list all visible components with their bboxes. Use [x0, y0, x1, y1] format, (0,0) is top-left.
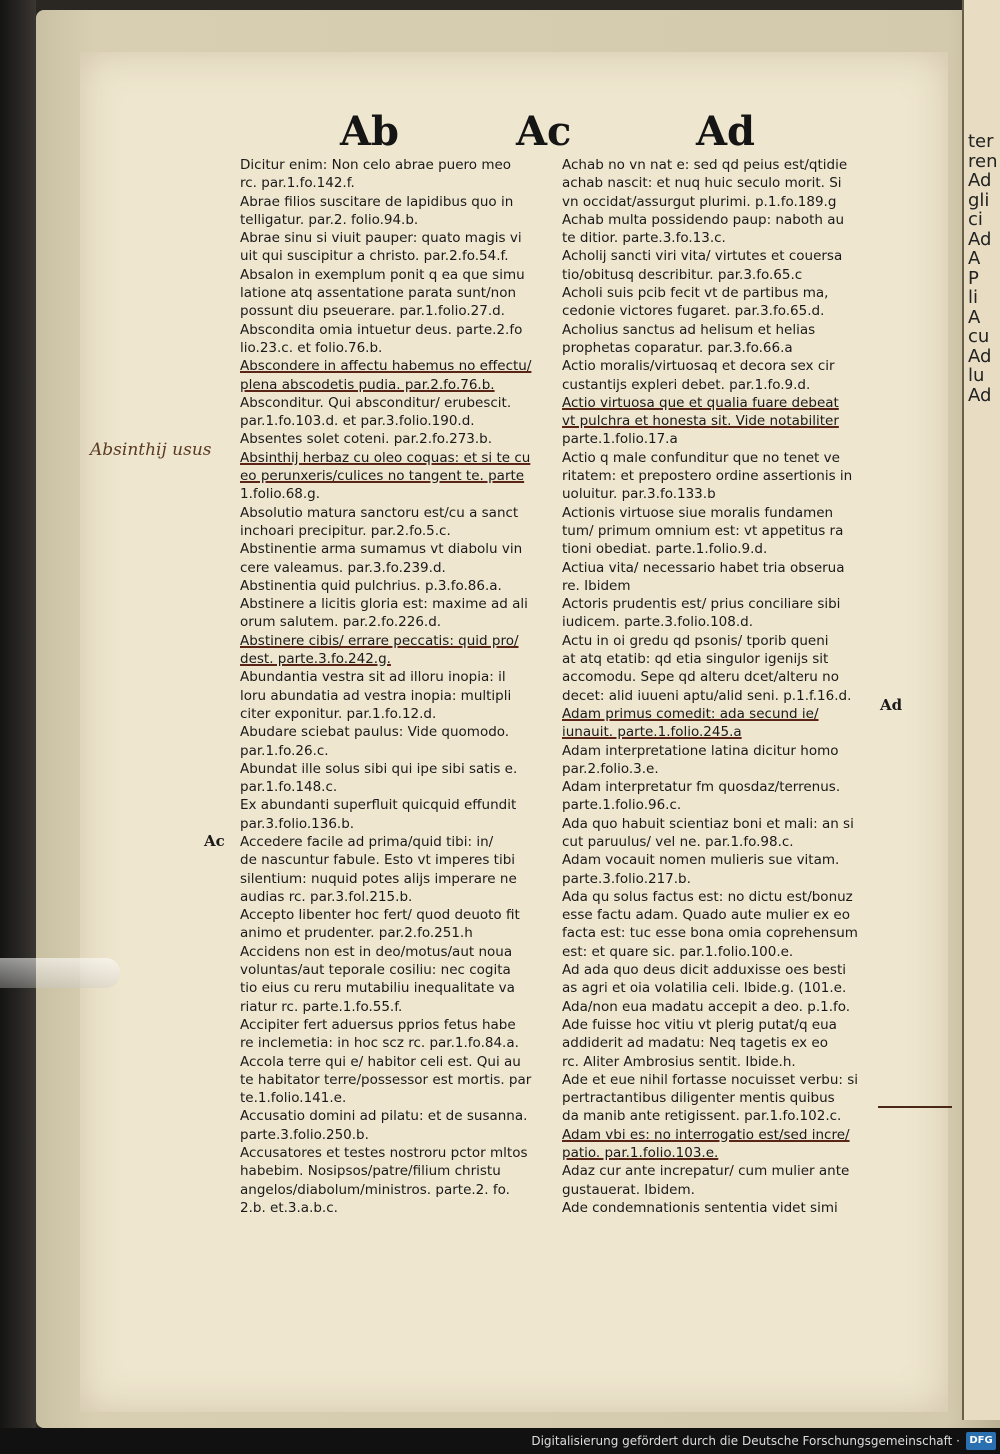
left-column-line: parte.3.folio.250.b. [240, 1126, 369, 1143]
left-column-line: habebim. Nosipsos/patre/filium christu [240, 1163, 501, 1180]
right-column-line: Ad ada quo deus dicit adduxisse oes besti [562, 962, 846, 979]
right-column-line: at atq etatib: qd etia singulor igenijs sit [562, 651, 829, 668]
left-column-line: Abstinere a licitis gloria est: maxime ad ali [240, 596, 528, 613]
right-column-line: prophetas coparatur. par.3.fo.66.a [562, 339, 793, 356]
right-column-line: est: et quare sic. par.1.folio.100.e. [562, 943, 794, 960]
right-column-line: iunauit. parte.1.folio.245.a [562, 724, 742, 741]
right-column-line: Ada qu solus factus est: no dictu est/bonuz [562, 888, 853, 905]
right-column-line: Ada quo habuit scientiaz boni et mali: an si [562, 815, 854, 832]
next-page-fragment: Ad [968, 228, 992, 250]
right-column-line: pertractantibus diligenter mentis quibus [562, 1090, 835, 1107]
right-column-line: custantijs expleri debet. par.1.fo.9.d. [562, 376, 811, 393]
right-column-line: accomodu. Sepe qd alteru dcet/alteru no [562, 669, 839, 686]
right-column-line: iudicem. parte.3.folio.108.d. [562, 614, 753, 631]
right-column-line: Achab multa possidendo paup: naboth au [562, 211, 845, 228]
right-column-line: Actionis virtuose siue moralis fundamen [562, 504, 834, 521]
right-column-line: Adam interpretatione latina dicitur homo [562, 742, 839, 759]
left-column-line: 1.folio.68.g. [240, 486, 321, 503]
right-column-line: da manib ante retigissent. par.1.fo.102.c. [562, 1108, 842, 1125]
footer-bar [0, 1428, 1000, 1454]
left-column-line: Absconditur. Qui absconditur/ erubescit. [240, 394, 512, 411]
right-column-line: vn occidat/assurgut plurimi. p.1.fo.189.g [562, 193, 837, 210]
heading-ac: Ac [516, 108, 572, 155]
left-column-line: uit qui suscipitur a christo. par.2.fo.54.f. [240, 248, 509, 265]
heading-ab: Ab [340, 108, 400, 155]
right-column-line: achab nascit: et nuq huic seculo morit. Si [562, 175, 842, 192]
next-page-fragment: li [968, 287, 979, 308]
book-spine [0, 0, 36, 1428]
left-column-line: Dicitur enim: Non celo abrae puero meo [240, 157, 512, 173]
left-column-line: Abudare sciebat paulus: Vide quomodo. [240, 724, 510, 741]
left-column-line: Accepto libenter hoc fert/ quod deuoto fit [240, 907, 520, 924]
left-column-line: Abscondita omia intuetur deus. parte.2.fo [240, 321, 523, 338]
next-page-fragment: ci [968, 209, 983, 230]
left-column-line: Absalon in exemplum ponit q ea que simu [240, 266, 525, 283]
right-column-line: Ade fuisse hoc vitiu vt plerig putat/q eua [562, 1016, 837, 1033]
right-column-line: Ade condemnationis sententia videt simi [562, 1199, 838, 1216]
left-column-line: silentium: nuquid potes alijs imperare ne [240, 870, 517, 887]
left-column-line: telligatur. par.2. folio.94.b. [240, 211, 419, 228]
left-column-line: Absolutio matura sanctoru est/cu a sanct [240, 504, 519, 521]
left-column-line: de nascuntur fabule. Esto vt imperes tibi [240, 852, 516, 869]
right-column-line: Actio moralis/virtuosaq et decora sex cir [562, 358, 835, 375]
left-column-line: Accusatio domini ad pilatu: et de susanna. [240, 1108, 528, 1125]
right-column-line: Adaz cur ante increpatur/ cum mulier ante [562, 1163, 850, 1180]
section-marker-ac: Ac [204, 832, 225, 850]
right-column-line: te ditior. parte.3.fo.13.c. [562, 230, 726, 247]
right-column-line: Acholius sanctus ad helisum et helias [562, 321, 816, 338]
right-column-line: addiderit ad madatu: Neq tagetis ex eo [562, 1035, 828, 1052]
right-column-line: re. Ibidem [562, 577, 631, 594]
left-column-line: Absentes solet coteni. par.2.fo.273.b. [240, 431, 493, 448]
next-page-fragment: Ad [968, 345, 992, 367]
right-column-line: Actiua vita/ necessario habet tria obserua [562, 559, 845, 576]
right-column-line: Ade et eue nihil fortasse nocuisset verbu: si [562, 1071, 859, 1088]
right-column-line: Acholi suis pcib fecit vt de partibus ma, [562, 285, 829, 302]
left-column-line: orum salutem. par.2.fo.226.d. [240, 614, 442, 631]
right-column-line: Adam interpretatur fm quosdaz/terrenus. [562, 779, 841, 796]
left-column-line: Accipiter fert aduersus pprios fetus habe [240, 1016, 516, 1033]
left-column-line: par.3.folio.136.b. [240, 815, 355, 832]
right-column-line: Achab no vn nat e: sed qd peius est/qtidie [562, 157, 848, 173]
right-column-line: ritatem: et prepostero ordine assertionis in [562, 468, 853, 485]
left-column-line: loru abundatia ad vestra inopia: multipli [240, 687, 512, 704]
next-page-fragment: gli [968, 189, 990, 211]
next-page-fragment: lu [968, 365, 985, 386]
left-column-line: te habitator terre/possessor est mortis. par [240, 1071, 532, 1088]
right-column-line: cut paruulus/ vel ne. par.1.fo.98.c. [562, 833, 794, 850]
next-page-fragment: A [968, 248, 981, 269]
next-page-fragment: cu [968, 326, 990, 347]
left-column-line: Accusatores et testes nostroru pctor mltos [240, 1145, 528, 1162]
right-column-line: Ada/non eua madatu accepit a deo. p.1.fo. [562, 998, 851, 1015]
left-column-line: cere valeamus. par.3.fo.239.d. [240, 559, 446, 576]
left-column-line: plena abscodetis pudia. par.2.fo.76.b. [240, 376, 495, 393]
left-column-line: Abstinentia quid pulchrius. p.3.fo.86.a. [240, 577, 502, 594]
left-column-line: latione atq assentatione parata sunt/non [240, 285, 517, 302]
left-column-line: angelos/diabolum/ministros. parte.2. fo. [240, 1181, 510, 1198]
left-column-line: dest. parte.3.fo.242.g. [240, 651, 391, 668]
right-column-line: facta est: tuc esse bona omia coprehensum [562, 925, 858, 942]
left-column-line: Accedere facile ad prima/quid tibi: in/ [240, 833, 494, 850]
right-column-line: as agri et oia volatilia celi. Ibide.g. (101.e. [562, 980, 847, 997]
right-column-line: gustauerat. Ibidem. [562, 1181, 695, 1198]
right-column-line: Adam vbi es: no interrogatio est/sed incre/ [562, 1126, 850, 1143]
right-column-line: Adam primus comedit: ada secund ie/ [562, 705, 819, 722]
left-column-line: te.1.folio.141.e. [240, 1090, 347, 1107]
right-column-line: parte.1.folio.17.a [562, 431, 678, 448]
right-column-line: parte.1.folio.96.c. [562, 797, 682, 814]
right-column-line: cedonie victores fugaret. par.3.fo.65.d. [562, 303, 825, 320]
next-page-edge [962, 0, 1000, 1420]
right-column-line: parte.3.folio.217.b. [562, 870, 691, 887]
left-column-line: audias rc. par.3.fol.215.b. [240, 888, 413, 905]
left-column-line: voluntas/aut teporale cosiliu: nec cogita [240, 962, 511, 979]
handwritten-margin-note: Absinthij usus [90, 440, 212, 460]
right-column-line: tum/ primum omnium est: vt appetitus ra [562, 522, 844, 539]
next-page-fragment: P [968, 267, 979, 289]
left-column-line: Abrae sinu si viuit pauper: quato magis vi [240, 230, 522, 247]
left-column-line: tio eius cu reru mutabiliu inequalitate va [240, 980, 515, 997]
left-column-line: Abrae filios suscitare de lapidibus quo in [240, 193, 514, 210]
left-column-line: lio.23.c. et folio.76.b. [240, 339, 383, 356]
left-column-line: riatur rc. parte.1.fo.55.f. [240, 998, 403, 1015]
right-column-line: Actoris prudentis est/ prius conciliare sibi [562, 596, 841, 613]
right-column-line: Actio q male confunditur que no tenet ve [562, 449, 840, 466]
left-column-line: Abundat ille solus sibi qui ipe sibi satis e. [240, 760, 518, 777]
left-column-line: Abstinere cibis/ errare peccatis: quid pro/ [240, 632, 519, 649]
left-column-line: par.1.fo.26.c. [240, 742, 329, 759]
right-column-line: Actu in oi gredu qd psonis/ tporib queni [562, 632, 829, 649]
left-column-line: possunt diu pseuerare. par.1.folio.27.d. [240, 303, 505, 320]
left-column-line: rc. par.1.fo.142.f. [240, 175, 355, 192]
section-marker-ad: Ad [880, 696, 903, 714]
left-column-line: Abundantia vestra sit ad illoru inopia: il [240, 669, 506, 686]
right-column-line: patio. par.1.folio.103.e. [562, 1145, 719, 1162]
left-column-line: Accola terre qui e/ habitor celi est. Qui au [240, 1053, 521, 1070]
right-column-line: tioni obediat. parte.1.folio.9.d. [562, 541, 768, 558]
next-page-fragment: ter [968, 131, 994, 152]
left-column-line: par.1.fo.148.c. [240, 779, 338, 796]
right-column [562, 156, 878, 1217]
page-clip [0, 958, 120, 988]
left-column-line: inchoari precipitur. par.2.fo.5.c. [240, 522, 451, 539]
next-page-fragment: Ad [968, 170, 992, 191]
right-column-line: decet: alid iuueni aptu/alid seni. p.1.f.16.d. [562, 687, 852, 704]
left-column [240, 156, 560, 1217]
pen-mark [878, 1106, 952, 1108]
left-column-line: par.1.fo.103.d. et par.3.folio.190.d. [240, 413, 475, 430]
left-column-line: Ex abundanti superfluit quicquid effundit [240, 797, 517, 814]
right-column-line: Acholij sancti viri vita/ virtutes et couersa [562, 248, 843, 265]
next-page-fragment: ren [968, 150, 998, 172]
left-column-line: 2.b. et.3.a.b.c. [240, 1199, 338, 1216]
left-column-line: Abstinentie arma sumamus vt diabolu vin [240, 541, 523, 558]
left-column-line: citer exponitur. par.1.fo.12.d. [240, 705, 437, 722]
running-heads [340, 108, 780, 158]
next-page-fragment: A [968, 306, 981, 328]
left-column-line: Absinthij herbaz cu oleo coquas: et si te cu [240, 449, 531, 466]
left-column-line: animo et prudenter. par.2.fo.251.h [240, 925, 473, 942]
right-column-line: tio/obitusq describitur. par.3.fo.65.c [562, 266, 803, 283]
right-column-line: Actio virtuosa que et qualia fuare debeat [562, 394, 839, 411]
right-column-line: vt pulchra et honesta sit. Vide notabiliter [562, 413, 839, 430]
left-column-line: Accidens non est in deo/motus/aut noua [240, 943, 513, 960]
footer-credit: Digitalisierung gefördert durch die Deutsche Forschungsgemeinschaft · [531, 1434, 960, 1448]
heading-ad: Ad [696, 108, 756, 155]
right-column-line: esse factu adam. Quado aute mulier ex eo [562, 907, 850, 924]
right-column-line: rc. Aliter Ambrosius sentit. Ibide.h. [562, 1053, 796, 1070]
left-column-line: re inclemetia: in hoc scz rc. par.1.fo.84.a. [240, 1035, 519, 1052]
left-column-line: eo perunxeris/culices no tangent te. parte [240, 468, 525, 485]
next-page-fragment: Ad [968, 384, 992, 406]
right-column-line: uoluitur. par.3.fo.133.b [562, 486, 716, 503]
right-column-line: par.2.folio.3.e. [562, 760, 659, 777]
left-column-line: Abscondere in affectu habemus no effectu/ [240, 358, 532, 375]
dfg-logo: DFG [966, 1432, 996, 1450]
right-column-line: Adam vocauit nomen mulieris sue vitam. [562, 852, 840, 869]
